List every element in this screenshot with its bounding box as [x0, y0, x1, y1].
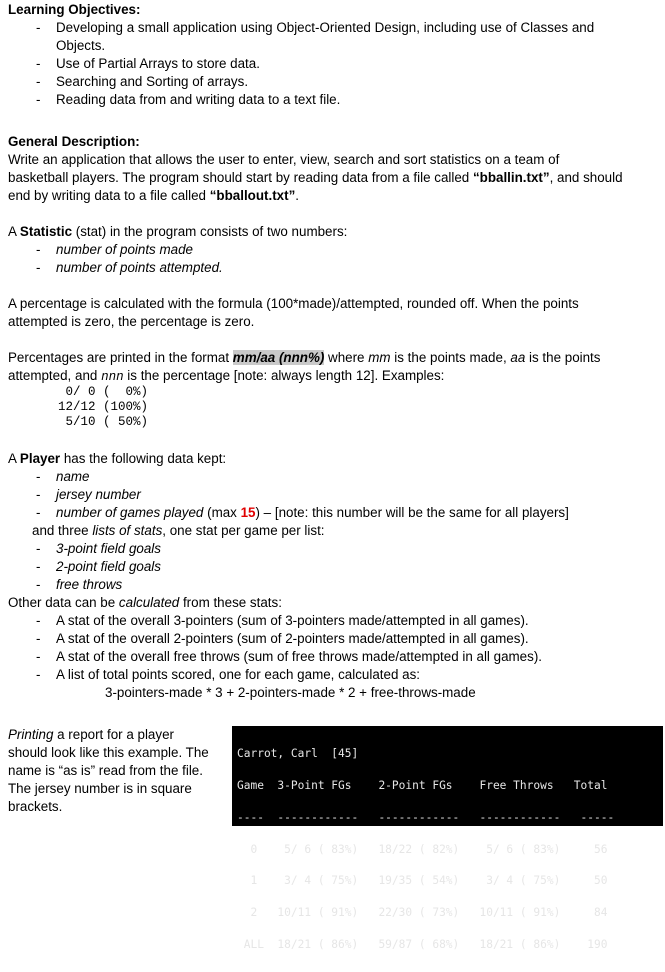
general-heading: General Description:	[8, 134, 140, 149]
statistic-item: - number of points made	[36, 242, 193, 257]
statistic-intro: A Statistic (stat) in the program consists of two numbers:	[8, 224, 348, 239]
objectives-heading: Learning Objectives:	[8, 2, 141, 17]
objective-item: - Searching and Sorting of arrays.	[36, 74, 249, 89]
percentage-section	[8, 295, 658, 331]
player-field: - number of games played (max 15) – [note: this number will be the same for all players]	[36, 505, 569, 520]
printing-section	[8, 726, 658, 951]
general-description	[8, 133, 658, 205]
stat-list-item: - free throws	[36, 577, 123, 592]
format-line: Percentages are printed in the format mm/aa (nnn%) where mm is the points made, aa is the points	[8, 350, 601, 365]
format-example: 12/12 (100%)	[58, 400, 149, 414]
percentage-line: attempted is zero, the percentage is zero.	[8, 314, 255, 329]
report-row: 1 3/ 4 ( 75%) 19/35 ( 54%) 3/ 4 ( 75%) 50	[237, 874, 608, 888]
document-page	[8, 1, 658, 951]
player-field: - name	[36, 469, 90, 484]
objective-item: - Reading data from and writing data to a text file.	[36, 92, 341, 107]
report-player-line: Carrot, Carl [45]	[237, 747, 359, 761]
stat-list-item: - 2-point field goals	[36, 559, 161, 574]
lists-intro: and three lists of stats, one stat per game per list:	[32, 523, 325, 538]
calculated-intro: Other data can be calculated from these stats:	[8, 595, 282, 610]
format-section	[8, 349, 658, 430]
calc-item: - A stat of the overall 3-pointers (sum of 3-pointers made/attempted in all games).	[36, 613, 529, 628]
input-filename: “bballin.txt”	[472, 170, 550, 185]
general-line: Write an application that allows the user to enter, view, search and sort statistics on a team of	[8, 152, 560, 167]
printing-note: Printing a report for a player should look like this example. The name is “as is” read from the file. The jersey number is in square brackets.	[8, 727, 209, 814]
report-total-row: ALL 18/21 ( 86%) 59/87 ( 68%) 18/21 ( 86%) 190	[237, 937, 608, 951]
format-highlight: mm/aa (nnn%)	[232, 350, 325, 365]
calc-item: - A stat of the overall free throws (sum of free throws made/attempted in all games).	[36, 649, 542, 664]
calc-item: - A stat of the overall 2-pointers (sum of 2-pointers made/attempted in all games).	[36, 631, 529, 646]
report-row: 0 5/ 6 ( 83%) 18/22 ( 82%) 5/ 6 ( 83%) 56	[237, 842, 608, 856]
report-header: Game 3-Point FGs 2-Point FGs Free Throws Total	[237, 778, 608, 792]
general-line: end by writing data to a file called “bballout.txt”.	[8, 188, 300, 203]
format-line: attempted, and nnn is the percentage [note: always length 12]. Examples:	[8, 368, 445, 384]
objective-item: - Developing a small application using Object-Oriented Design, including use of Classes and	[36, 20, 595, 35]
statistic-item: - number of points attempted.	[36, 260, 223, 275]
learning-objectives	[8, 1, 658, 109]
points-formula: 3-pointers-made * 3 + 2-pointers-made * 2 + free-throws-made	[105, 685, 476, 700]
stat-list-item: - 3-point field goals	[36, 541, 161, 556]
general-line: basketball players. The program should start by reading data from a file called “bballin.txt”, and should	[8, 170, 623, 185]
player-intro: A Player has the following data kept:	[8, 451, 227, 466]
report-separator: ---- ------------ ------------ ------------ -----	[237, 810, 615, 824]
format-example: 5/10 ( 50%)	[58, 415, 149, 429]
player-field: - jersey number	[36, 487, 141, 502]
output-filename: “bballout.txt”	[209, 188, 296, 203]
format-example: 0/ 0 ( 0%)	[58, 385, 149, 399]
report-row: 2 10/11 ( 91%) 22/30 ( 73%) 10/11 ( 91%) 84	[237, 906, 608, 920]
terminal-report	[232, 726, 663, 951]
objective-item: - Use of Partial Arrays to store data.	[36, 56, 260, 71]
calc-item: - A list of total points scored, one for each game, calculated as:	[36, 667, 420, 682]
player-section	[8, 450, 658, 702]
statistic-section	[8, 223, 658, 277]
objective-item-cont: Objects.	[56, 38, 106, 53]
max-games: 15	[240, 505, 256, 520]
percentage-line: A percentage is calculated with the formula (100*made)/attempted, rounded off. When the points	[8, 296, 579, 311]
